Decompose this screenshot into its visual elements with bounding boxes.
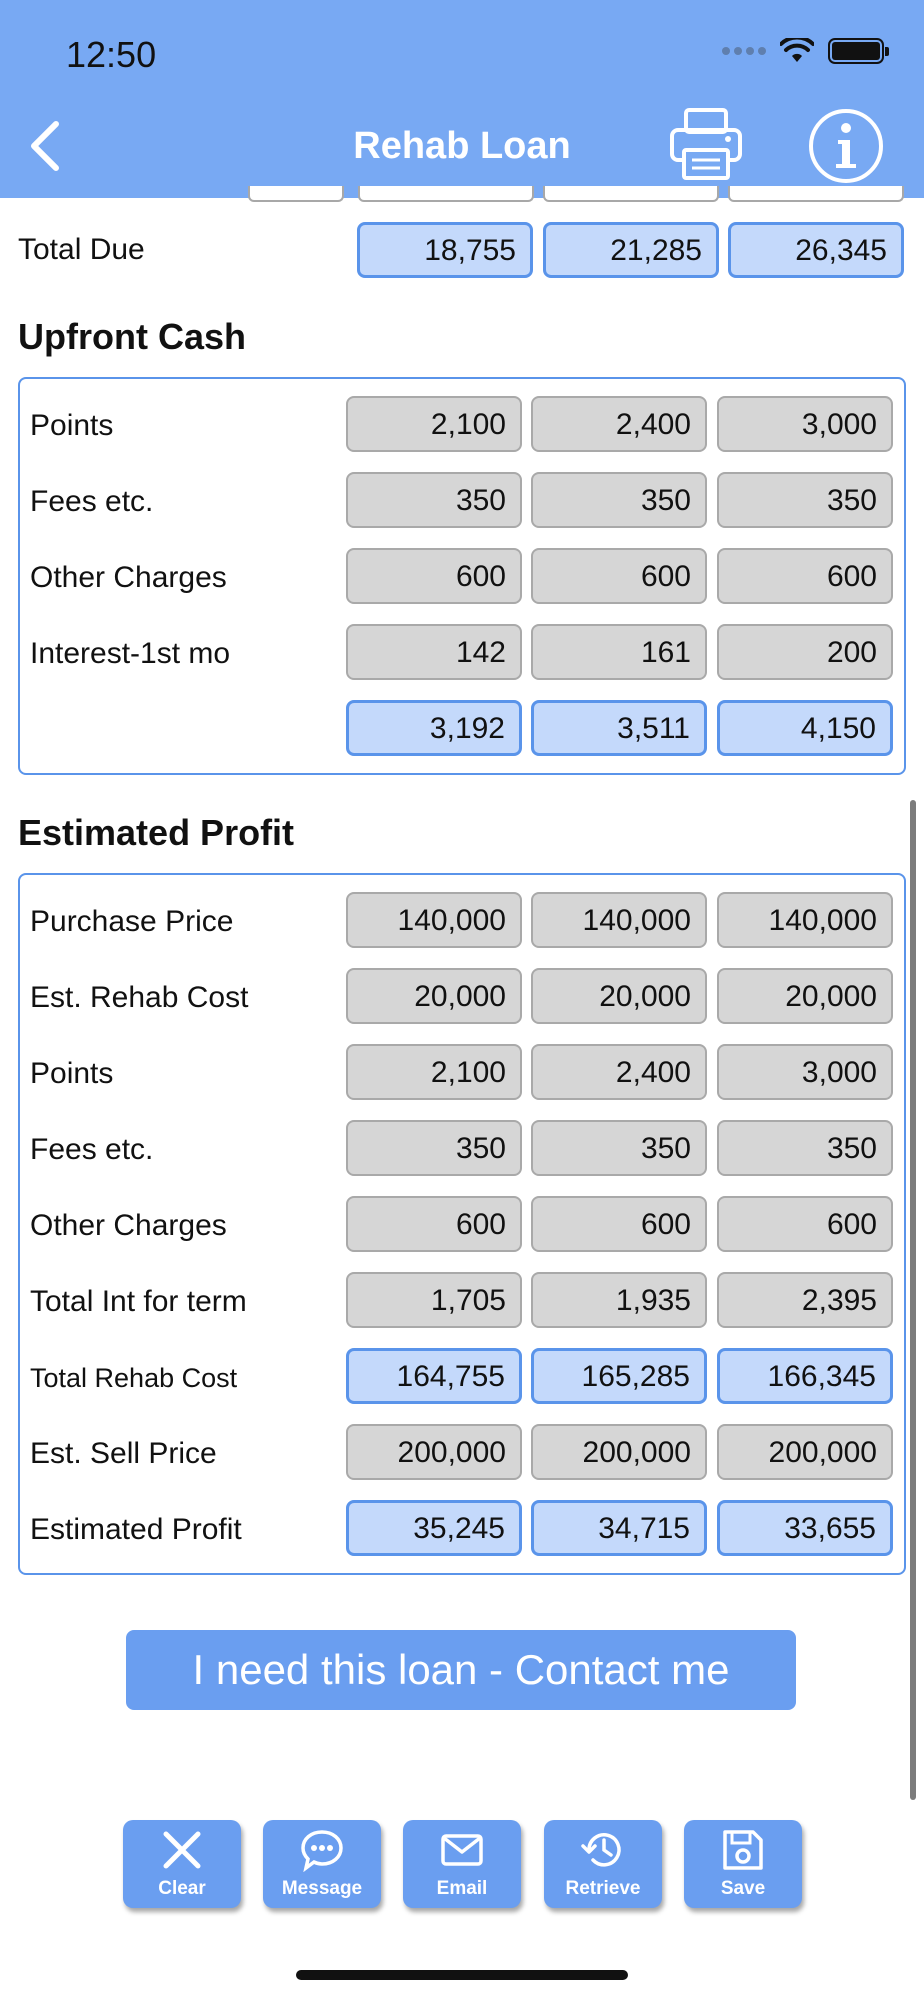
upfront-total-value-2: 3,511 (531, 700, 707, 756)
value-field[interactable]: 2,395 (717, 1272, 893, 1328)
total-due-value-1: 18,755 (357, 222, 533, 278)
total-rehab-cost-value: 164,755 (346, 1348, 522, 1404)
value-field[interactable]: 3,000 (717, 1044, 893, 1100)
value-field[interactable]: 1,705 (346, 1272, 522, 1328)
partial-row-edge (543, 186, 719, 202)
estimated-profit-value: 34,715 (531, 1500, 707, 1556)
value-field[interactable]: 600 (717, 548, 893, 604)
value-field[interactable]: 350 (531, 472, 707, 528)
value-field[interactable]: 200,000 (346, 1424, 522, 1480)
floppy-disk-icon (721, 1828, 765, 1872)
row-label: Estimated Profit (30, 1513, 242, 1546)
partial-row-edge (248, 186, 344, 202)
save-label: Save (720, 1878, 766, 1899)
value-field[interactable]: 142 (346, 624, 522, 680)
envelope-icon (440, 1828, 484, 1872)
battery-icon (828, 38, 884, 64)
value-field[interactable]: 2,100 (346, 1044, 522, 1100)
estimated-profit-title: Estimated Profit (18, 812, 295, 853)
partial-row-edge (358, 186, 534, 202)
retrieve-label: Retrieve (565, 1878, 641, 1899)
value-field[interactable]: 200,000 (531, 1424, 707, 1480)
row-label: Fees etc. (30, 1133, 154, 1166)
value-field[interactable]: 2,100 (346, 396, 522, 452)
upfront-total-value-3: 4,150 (717, 700, 893, 756)
upfront-total-value-1: 3,192 (346, 700, 522, 756)
upfront-cash-title: Upfront Cash (18, 316, 246, 357)
message-label: Message (281, 1878, 363, 1899)
row-label: Fees etc. (30, 485, 154, 518)
total-rehab-cost-value: 166,345 (717, 1348, 893, 1404)
status-indicators (722, 38, 884, 64)
value-field[interactable]: 161 (531, 624, 707, 680)
row-label: Total Int for term (30, 1285, 247, 1318)
message-button[interactable] (263, 1820, 381, 1908)
clear-button[interactable] (123, 1820, 241, 1908)
total-due-label: Total Due (18, 233, 145, 266)
clear-label: Clear (158, 1878, 206, 1899)
value-field[interactable]: 200 (717, 624, 893, 680)
row-label: Points (30, 409, 114, 442)
history-clock-icon (581, 1828, 625, 1872)
row-label: Points (30, 1057, 114, 1090)
save-button[interactable] (684, 1820, 802, 1908)
value-field[interactable]: 140,000 (346, 892, 522, 948)
row-label: Total Rehab Cost (30, 1363, 238, 1393)
wifi-icon (780, 38, 814, 64)
scrollbar[interactable] (910, 800, 916, 1800)
value-field[interactable]: 600 (531, 548, 707, 604)
page-title: Rehab Loan (353, 125, 571, 167)
value-field[interactable]: 20,000 (717, 968, 893, 1024)
estimated-profit-value: 33,655 (717, 1500, 893, 1556)
value-field[interactable]: 600 (346, 548, 522, 604)
value-field[interactable]: 2,400 (531, 396, 707, 452)
retrieve-button[interactable] (544, 1820, 662, 1908)
message-bubble-icon (300, 1828, 344, 1872)
value-field[interactable]: 3,000 (717, 396, 893, 452)
row-label: Other Charges (30, 1209, 227, 1242)
row-label: Other Charges (30, 561, 227, 594)
total-due-value-3: 26,345 (728, 222, 904, 278)
status-time: 12:50 (66, 34, 157, 75)
row-label: Est. Sell Price (30, 1437, 217, 1470)
value-field[interactable]: 350 (717, 1120, 893, 1176)
value-field[interactable]: 600 (717, 1196, 893, 1252)
close-icon (160, 1828, 204, 1872)
value-field[interactable]: 20,000 (346, 968, 522, 1024)
value-field[interactable]: 350 (346, 472, 522, 528)
total-rehab-cost-value: 165,285 (531, 1348, 707, 1404)
row-label: Purchase Price (30, 905, 234, 938)
row-label: Est. Rehab Cost (30, 981, 249, 1014)
email-button[interactable] (403, 1820, 521, 1908)
value-field[interactable]: 1,935 (531, 1272, 707, 1328)
cellular-signal-icon (722, 47, 766, 55)
value-field[interactable]: 20,000 (531, 968, 707, 1024)
value-field[interactable]: 350 (531, 1120, 707, 1176)
estimated-profit-value: 35,245 (346, 1500, 522, 1556)
value-field[interactable]: 350 (717, 472, 893, 528)
row-label: Interest-1st mo (30, 637, 231, 670)
home-indicator[interactable] (296, 1970, 628, 1980)
total-due-value-2: 21,285 (543, 222, 719, 278)
nav-header (0, 0, 924, 198)
printer-icon[interactable] (668, 106, 744, 182)
value-field[interactable]: 350 (346, 1120, 522, 1176)
info-icon[interactable] (806, 106, 886, 186)
value-field[interactable]: 600 (531, 1196, 707, 1252)
email-label: Email (436, 1878, 488, 1899)
value-field[interactable]: 140,000 (531, 892, 707, 948)
value-field[interactable]: 600 (346, 1196, 522, 1252)
value-field[interactable]: 200,000 (717, 1424, 893, 1480)
partial-row-edge (728, 186, 904, 202)
contact-me-button[interactable]: I need this loan - Contact me (126, 1630, 796, 1710)
value-field[interactable]: 2,400 (531, 1044, 707, 1100)
value-field[interactable]: 140,000 (717, 892, 893, 948)
